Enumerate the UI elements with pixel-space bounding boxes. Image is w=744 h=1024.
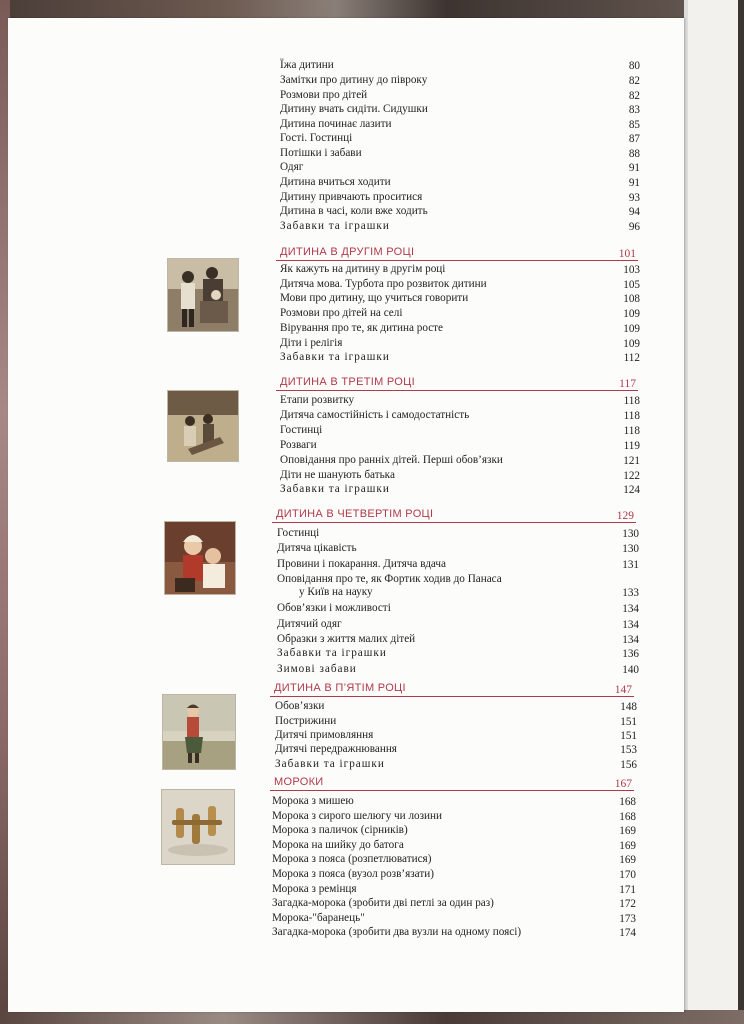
- toc-entry-title: Замітки про дитину до півроку: [280, 74, 428, 86]
- toc-entry-page: 118: [623, 395, 640, 407]
- toc-entry-page: 119: [623, 440, 640, 452]
- section-title: ДИТИНА В П’ЯТІМ РОЦІ: [274, 682, 406, 694]
- toc-entry-page: 131: [622, 559, 639, 571]
- toc-entry[interactable]: [272, 840, 636, 853]
- toc-entry-title: Морока з пояса (вузол розв’язати): [272, 868, 434, 880]
- section-heading[interactable]: [272, 506, 636, 523]
- toc-entry-page: 133: [622, 587, 639, 599]
- toc-entry-title: Одяг: [280, 161, 304, 173]
- toc-entry-page: 169: [619, 825, 636, 837]
- toc-entry-page: 105: [623, 279, 640, 291]
- toc-entry-page: 124: [623, 484, 640, 496]
- toc-entry-page: 172: [619, 898, 636, 910]
- toc-entry-page: 148: [620, 701, 637, 713]
- section-page: 101: [618, 248, 636, 260]
- toc-entry-page: 130: [622, 543, 639, 555]
- toc-entry-title: Дитячі передражнювання: [275, 743, 397, 755]
- toc-entry[interactable]: [272, 869, 636, 882]
- toc-entry-page: 82: [628, 90, 640, 102]
- toc-entry[interactable]: [277, 528, 639, 541]
- toc-entry[interactable]: [277, 619, 639, 632]
- section-heading[interactable]: [270, 774, 634, 791]
- photo-wooden-puzzle: [161, 789, 235, 865]
- toc-entry-title: Вірування про те, як дитина росте: [280, 322, 444, 334]
- toc-entry-title: Морока на шийку до батога: [272, 839, 404, 851]
- toc-entry-title: Гостинці: [277, 527, 320, 539]
- toc-entry-title: Пострижини: [275, 715, 337, 727]
- toc-entry-page: 118: [623, 410, 640, 422]
- section-page: 129: [616, 510, 634, 522]
- toc-entry[interactable]: [272, 898, 636, 911]
- toc-entry[interactable]: [277, 634, 639, 647]
- toc-entry-page: 156: [620, 759, 637, 771]
- facing-page: [684, 0, 744, 1024]
- toc-entry-page: 151: [620, 730, 637, 742]
- toc-entry-page: 109: [623, 323, 640, 335]
- toc-entry[interactable]: [280, 338, 640, 351]
- background-right: [738, 0, 744, 1024]
- toc-entry[interactable]: [272, 796, 636, 809]
- toc-entry-page: 91: [628, 177, 640, 189]
- toc-entry[interactable]: [280, 162, 640, 175]
- toc-entry[interactable]: [280, 279, 640, 292]
- toc-entry[interactable]: [280, 455, 640, 468]
- toc-entry-page: 121: [623, 455, 640, 467]
- toc-entry-title: Мови про дитину, що учиться говорити: [280, 292, 469, 304]
- toc-entry-page: 83: [628, 104, 640, 116]
- toc-entry-page: 130: [622, 528, 639, 540]
- toc-entry-title: Дитину вчать сидіти. Сидушки: [280, 103, 428, 115]
- toc-entry[interactable]: [272, 927, 636, 940]
- toc-entry-title: Розваги: [280, 439, 317, 451]
- toc-entry[interactable]: [277, 543, 639, 556]
- toc-entry-title: Морока з сирого шелюгу чи лозини: [272, 810, 443, 822]
- toc-entry[interactable]: [280, 484, 640, 497]
- section-title: ДИТИНА В ЧЕТВЕРТІМ РОЦІ: [276, 508, 434, 520]
- toc-entry-page: 96: [628, 221, 640, 233]
- toc-entry-title: Забавки та іграшки: [280, 220, 390, 232]
- toc-entry-title: Як кажуть на дитину в другім році: [280, 263, 446, 275]
- toc-entry-page: 134: [622, 603, 639, 615]
- toc-entry[interactable]: [272, 811, 636, 824]
- toc-entry-title: Провини і покарання. Дитяча вдача: [277, 558, 446, 570]
- toc-entry-title: Зимові забави: [277, 663, 357, 675]
- toc-entry-title: Образки з життя малих дітей: [277, 633, 416, 645]
- toc-entry-page: 87: [628, 133, 640, 145]
- toc-entry-title: Морока-"баранець": [272, 912, 365, 924]
- toc-entry[interactable]: [272, 913, 636, 926]
- toc-entry[interactable]: [280, 177, 640, 190]
- toc-entry[interactable]: [280, 410, 640, 423]
- toc-entry-title: Оповідання про те, як Фортик ходив до Панаса: [277, 573, 502, 585]
- toc-entry[interactable]: [280, 104, 640, 117]
- toc-entry-title: Забавки та іграшки: [280, 483, 390, 495]
- toc-entry[interactable]: [280, 264, 640, 277]
- section-heading[interactable]: [276, 374, 638, 391]
- toc-entry-page: 153: [620, 744, 637, 756]
- toc-entry-page: 134: [622, 634, 639, 646]
- toc-entry-title: Загадка-морока (зробити дві петлі за один раз): [272, 897, 494, 909]
- section-page: 167: [614, 778, 632, 790]
- toc-entry-page: 82: [628, 75, 640, 87]
- toc-entry-title: Етапи розвитку: [280, 394, 355, 406]
- toc-entry[interactable]: [280, 133, 640, 146]
- toc-entry-title: Розмови про дітей на селі: [280, 307, 403, 319]
- toc-entry[interactable]: [280, 425, 640, 438]
- toc-entry-page: 171: [619, 884, 636, 896]
- toc-entry[interactable]: [280, 60, 640, 73]
- toc-entry-title: Морока з мишею: [272, 795, 354, 807]
- toc-entry[interactable]: [280, 352, 640, 365]
- toc-entry-title: Дитина починає лазити: [280, 118, 392, 130]
- toc-entry-title: Морока з ремінця: [272, 883, 357, 895]
- toc-entry-page: 134: [622, 619, 639, 631]
- toc-entry-title: Дитяча цікавість: [277, 542, 357, 554]
- toc-entry-title: у Київ на науку: [299, 586, 373, 598]
- photo-child-fifth-year: [162, 694, 236, 770]
- toc-entry-page: 168: [619, 796, 636, 808]
- toc-entry-title: Забавки та іграшки: [280, 351, 390, 363]
- toc-entry[interactable]: [275, 730, 637, 743]
- section-page: 117: [619, 378, 636, 390]
- toc-entry-title: Дитяча самостійність і самодостатність: [280, 409, 470, 421]
- toc-entry-title: Потішки і забави: [280, 147, 362, 159]
- toc-entry-title: Дитина вчиться ходити: [280, 176, 391, 188]
- toc-entry-title: Діти і релігія: [280, 337, 343, 349]
- toc-entry-page: 169: [619, 854, 636, 866]
- toc-entry-page: 80: [628, 60, 640, 72]
- section-page: 147: [614, 684, 632, 696]
- toc-entry[interactable]: [280, 470, 640, 483]
- toc-entry-title: Розмови про дітей: [280, 89, 368, 101]
- toc-entry-title: Дитячі примовляння: [275, 729, 374, 741]
- toc-entry[interactable]: [280, 395, 640, 408]
- toc-entry-title: Їжа дитини: [280, 59, 334, 71]
- toc-entry[interactable]: [277, 664, 639, 677]
- section-title: ДИТИНА В ДРУГІМ РОЦІ: [280, 246, 415, 258]
- toc-entry-page: 169: [619, 840, 636, 852]
- toc-entry[interactable]: [280, 293, 640, 306]
- toc-entry-page: 168: [619, 811, 636, 823]
- toc-entry-page: 103: [623, 264, 640, 276]
- toc-entry-title: Обов’язки і можливості: [277, 602, 391, 614]
- photo-children-fourth-year: [164, 521, 236, 595]
- page-gutter: [684, 0, 688, 1024]
- toc-entry[interactable]: [275, 716, 637, 729]
- toc-entry-page: 173: [619, 913, 636, 925]
- section-heading[interactable]: [270, 680, 634, 697]
- toc-entry[interactable]: [272, 854, 636, 867]
- toc-entry[interactable]: [280, 148, 640, 161]
- toc-entry-title: Забавки та іграшки: [275, 758, 385, 770]
- toc-entry-title: Дитяча мова. Турбота про розвиток дитини: [280, 278, 487, 290]
- toc-entry-page: 88: [628, 148, 640, 160]
- toc-entry[interactable]: [272, 884, 636, 897]
- toc-entry-title: Загадка-морока (зробити два вузли на одному поясі): [272, 926, 522, 938]
- photo-children-second-year: [167, 258, 239, 332]
- toc-entry[interactable]: [277, 648, 639, 661]
- toc-entry-title: Обов’язки: [275, 700, 325, 712]
- toc-entry[interactable]: [277, 603, 639, 616]
- toc-entry-page: 140: [622, 664, 639, 676]
- toc-entry-page: 170: [619, 869, 636, 881]
- toc-entry-title: Гості. Гостинці: [280, 132, 353, 144]
- toc-entry[interactable]: [280, 308, 640, 321]
- toc-entry[interactable]: [280, 75, 640, 88]
- toc-entry[interactable]: [280, 192, 640, 205]
- toc-entry[interactable]: [275, 759, 637, 772]
- toc-entry-title: Дитину привчають проситися: [280, 191, 423, 203]
- toc-entry-title: Морока з пояса (розпетлюватися): [272, 853, 432, 865]
- toc-entry[interactable]: [277, 587, 639, 600]
- toc-entry[interactable]: [280, 221, 640, 234]
- toc-entry-page: 85: [628, 119, 640, 131]
- background-bottom: [0, 1010, 744, 1024]
- toc-entry[interactable]: [280, 323, 640, 336]
- toc-entry-title: Оповідання про ранніх дітей. Перші обов’язки: [280, 454, 503, 466]
- toc-entry[interactable]: [275, 701, 637, 714]
- toc-entry-page: 91: [628, 162, 640, 174]
- toc-entry-title: Гостинці: [280, 424, 323, 436]
- toc-entry-page: 151: [620, 716, 637, 728]
- toc-entry-page: 94: [628, 206, 640, 218]
- toc-entry-page: 109: [623, 308, 640, 320]
- toc-entry-page: 108: [623, 293, 640, 305]
- toc-entry-page: 109: [623, 338, 640, 350]
- toc-entry-page: 118: [623, 425, 640, 437]
- toc-entry-page: 112: [623, 352, 640, 364]
- toc-entry-title: Діти не шанують батька: [280, 469, 395, 481]
- toc-entry[interactable]: [280, 119, 640, 132]
- toc-entry-title: Морока з паличок (сірників): [272, 824, 408, 836]
- section-title: МОРОКИ: [274, 776, 324, 788]
- toc-entry[interactable]: [275, 744, 637, 757]
- toc-entry-title: Дитячий одяг: [277, 618, 342, 630]
- toc-entry-page: 136: [622, 648, 639, 660]
- photo-children-third-year: [167, 390, 239, 462]
- toc-entry-page: 174: [619, 927, 636, 939]
- toc-entry-page: 122: [623, 470, 640, 482]
- toc-entry[interactable]: [272, 825, 636, 838]
- section-heading[interactable]: [276, 244, 638, 261]
- contents-page: [8, 18, 684, 1012]
- toc-entry[interactable]: [280, 206, 640, 219]
- toc-entry[interactable]: [280, 90, 640, 103]
- toc-entry-page: 93: [628, 192, 640, 204]
- toc-entry-title: Дитина в часі, коли вже ходить: [280, 205, 428, 217]
- toc-entry[interactable]: [280, 440, 640, 453]
- section-title: ДИТИНА В ТРЕТІМ РОЦІ: [280, 376, 415, 388]
- toc-entry-title: Забавки та іграшки: [277, 647, 387, 659]
- toc-entry[interactable]: [277, 559, 639, 572]
